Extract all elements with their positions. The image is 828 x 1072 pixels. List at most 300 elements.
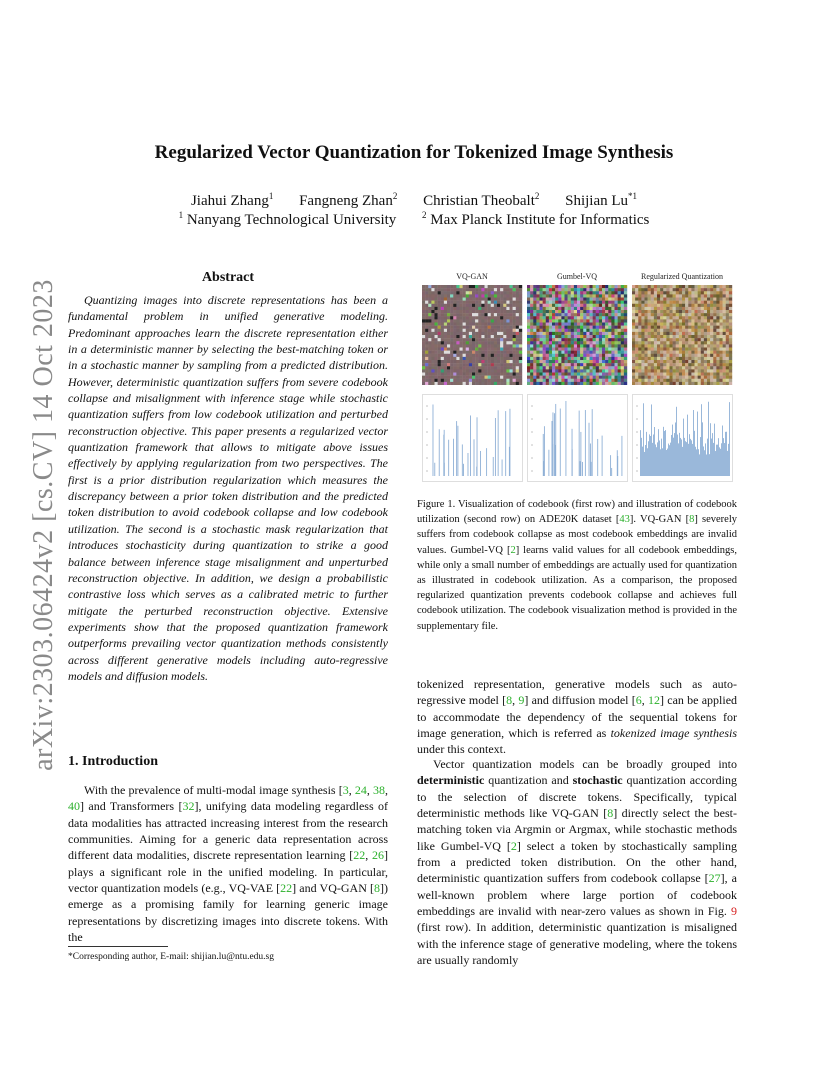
codebook-cell (475, 338, 478, 341)
codebook-cell (695, 301, 698, 304)
codebook-cell (428, 335, 431, 338)
codebook-cell (431, 288, 434, 291)
codebook-cell (481, 288, 484, 291)
codebook-cell (679, 369, 682, 372)
codebook-cell (596, 288, 599, 291)
codebook-cell (590, 316, 593, 319)
codebook-cell (555, 335, 558, 338)
codebook-cell (618, 298, 621, 301)
citation-link[interactable]: 22 (353, 848, 366, 863)
codebook-cell (422, 369, 425, 372)
codebook-cell (624, 369, 627, 372)
codebook-cell (466, 323, 469, 326)
codebook-cell (615, 313, 618, 316)
codebook-cell (621, 363, 624, 366)
codebook-cell (453, 357, 456, 360)
codebook-cell (679, 351, 682, 354)
codebook-cell (580, 332, 583, 335)
codebook-cell (670, 310, 673, 313)
codebook-cell (435, 291, 438, 294)
codebook-cell (571, 288, 574, 291)
codebook-cell (580, 360, 583, 363)
codebook-cell (707, 291, 710, 294)
codebook-cell (447, 319, 450, 322)
codebook-cell (533, 376, 536, 379)
codebook-cell (558, 291, 561, 294)
codebook-cell (704, 288, 707, 291)
codebook-cell (444, 382, 447, 385)
codebook-cell (685, 326, 688, 329)
codebook-cell (510, 376, 513, 379)
codebook-cell (447, 351, 450, 354)
codebook-cell (670, 307, 673, 310)
codebook-cell (713, 351, 716, 354)
codebook-cell (698, 351, 701, 354)
codebook-cell (663, 288, 666, 291)
codebook-cell (431, 326, 434, 329)
codebook-cell (506, 310, 509, 313)
codebook-cell (707, 335, 710, 338)
codebook-cell (571, 326, 574, 329)
codebook-cell (666, 344, 669, 347)
codebook-cell (611, 348, 614, 351)
utilization-bar (701, 404, 702, 476)
codebook-cell (549, 382, 552, 385)
codebook-cell (561, 316, 564, 319)
codebook-cell (472, 366, 475, 369)
citation-link[interactable]: 32 (182, 799, 195, 814)
codebook-cell (497, 351, 500, 354)
codebook-cell (488, 379, 491, 382)
codebook-cell (713, 348, 716, 351)
codebook-cell (720, 301, 723, 304)
utilization-bar (592, 409, 593, 476)
codebook-cell (540, 319, 543, 322)
codebook-cell (651, 348, 654, 351)
codebook-cell (478, 316, 481, 319)
codebook-cell (729, 291, 732, 294)
codebook-cell (431, 329, 434, 332)
codebook-cell (466, 332, 469, 335)
codebook-cell (555, 301, 558, 304)
codebook-cell (431, 323, 434, 326)
codebook-cell (565, 310, 568, 313)
codebook-cell (527, 360, 530, 363)
codebook-cell (608, 376, 611, 379)
codebook-cell (583, 357, 586, 360)
citation-link[interactable]: 2 (510, 544, 516, 556)
codebook-cell (691, 291, 694, 294)
utilization-bar (666, 450, 667, 476)
codebook-cell (422, 313, 425, 316)
utilization-bar (502, 459, 503, 476)
codebook-cell (654, 310, 657, 313)
text-run: , (348, 783, 355, 797)
codebook-cell (571, 329, 574, 332)
codebook-cell (463, 310, 466, 313)
codebook-cell (552, 354, 555, 357)
codebook-cell (635, 382, 638, 385)
codebook-cell (500, 323, 503, 326)
codebook-cell (691, 357, 694, 360)
codebook-cell (679, 307, 682, 310)
codebook-cell (503, 285, 506, 288)
codebook-cell (660, 307, 663, 310)
citation-link[interactable]: 9 (731, 904, 737, 919)
codebook-cell (593, 382, 596, 385)
codebook-cell (624, 360, 627, 363)
codebook-cell (583, 360, 586, 363)
codebook-cell (695, 323, 698, 326)
codebook-cell (720, 294, 723, 297)
codebook-cell (663, 316, 666, 319)
codebook-cell (571, 301, 574, 304)
citation-link[interactable]: 26 (372, 848, 384, 863)
codebook-cell (645, 291, 648, 294)
codebook-cell (577, 313, 580, 316)
codebook-cell (478, 288, 481, 291)
codebook-cell (701, 298, 704, 301)
codebook-cell (456, 329, 459, 332)
codebook-cell (713, 319, 716, 322)
codebook-cell (513, 307, 516, 310)
codebook-cell (435, 341, 438, 344)
codebook-cell (558, 338, 561, 341)
codebook-cell (648, 313, 651, 316)
codebook-cell (666, 382, 669, 385)
utilization-bar (716, 445, 717, 476)
codebook-cell (561, 366, 564, 369)
codebook-cell (701, 338, 704, 341)
utilization-bar (611, 468, 612, 476)
codebook-cell (533, 354, 536, 357)
codebook-cell (494, 335, 497, 338)
codebook-cell (593, 301, 596, 304)
codebook-cell (503, 304, 506, 307)
codebook-cell (648, 382, 651, 385)
codebook-cell (428, 298, 431, 301)
codebook-cell (679, 366, 682, 369)
text-run: tokenized representation, generative models such as auto-regressive model [ (417, 677, 737, 708)
codebook-cell (593, 307, 596, 310)
codebook-cell (624, 316, 627, 319)
codebook-cell (701, 373, 704, 376)
codebook-cell (574, 360, 577, 363)
codebook-cell (472, 294, 475, 297)
codebook-cell (641, 366, 644, 369)
codebook-cell (682, 291, 685, 294)
codebook-cell (583, 323, 586, 326)
codebook-cell (500, 304, 503, 307)
codebook-cell (691, 344, 694, 347)
codebook-cell (533, 323, 536, 326)
citation-link[interactable]: 2 (510, 838, 517, 853)
codebook-cell (641, 363, 644, 366)
utilization-bar (657, 442, 658, 476)
citation-link[interactable]: 22 (280, 881, 293, 896)
codebook-cell (682, 338, 685, 341)
codebook-cell (540, 338, 543, 341)
codebook-cell (726, 301, 729, 304)
codebook-cell (543, 357, 546, 360)
codebook-cell (577, 329, 580, 332)
codebook-cell (720, 332, 723, 335)
codebook-cell (713, 382, 716, 385)
codebook-cell (552, 360, 555, 363)
codebook-cell (657, 301, 660, 304)
codebook-cell (713, 294, 716, 297)
codebook-cell (621, 357, 624, 360)
codebook-cell (666, 369, 669, 372)
codebook-cell (608, 338, 611, 341)
codebook-cell (605, 310, 608, 313)
codebook-cell (698, 285, 701, 288)
codebook-cell (510, 382, 513, 385)
codebook-cell (682, 382, 685, 385)
codebook-cell (558, 323, 561, 326)
codebook-cell (571, 363, 574, 366)
codebook-cell (723, 360, 726, 363)
citation-link[interactable]: 27 (708, 871, 721, 886)
codebook-cell (497, 323, 500, 326)
codebook-cell (723, 285, 726, 288)
codebook-cell (651, 338, 654, 341)
codebook-cell (685, 332, 688, 335)
codebook-cell (527, 338, 530, 341)
codebook-cell (431, 338, 434, 341)
codebook-cell (441, 307, 444, 310)
codebook-cell (723, 332, 726, 335)
codebook-cell (586, 323, 589, 326)
codebook-cell (615, 369, 618, 372)
codebook-cell (726, 298, 729, 301)
codebook-cell (673, 298, 676, 301)
codebook-cell (435, 382, 438, 385)
codebook-cell (552, 319, 555, 322)
codebook-cell (580, 288, 583, 291)
codebook-cell (552, 323, 555, 326)
codebook-cell (716, 335, 719, 338)
codebook-cell (546, 363, 549, 366)
codebook-cell (478, 285, 481, 288)
codebook-cell (632, 344, 635, 347)
citation-link[interactable]: 6 (635, 693, 642, 708)
codebook-cell (450, 341, 453, 344)
codebook-cell (713, 291, 716, 294)
citation-link[interactable]: 8 (689, 514, 695, 526)
codebook-cell (707, 323, 710, 326)
codebook-cell (450, 360, 453, 363)
codebook-cell (691, 369, 694, 372)
codebook-cell (552, 316, 555, 319)
codebook-cell (488, 298, 491, 301)
codebook-cell (503, 348, 506, 351)
codebook-cell (530, 310, 533, 313)
codebook-cell (624, 373, 627, 376)
codebook-cell (565, 323, 568, 326)
codebook-cell (648, 307, 651, 310)
codebook-cell (701, 323, 704, 326)
utilization-bar (468, 453, 469, 476)
codebook-cell (586, 366, 589, 369)
codebook-cell (565, 307, 568, 310)
codebook-cell (605, 332, 608, 335)
codebook-cell (670, 298, 673, 301)
codebook-cell (720, 326, 723, 329)
codebook-cell (561, 360, 564, 363)
codebook-cell (497, 366, 500, 369)
codebook-cell (726, 363, 729, 366)
codebook-cell (500, 338, 503, 341)
codebook-cell (506, 354, 509, 357)
codebook-cell (657, 291, 660, 294)
codebook-cell (568, 310, 571, 313)
codebook-cell (497, 376, 500, 379)
codebook-cell (615, 366, 618, 369)
codebook-cell (707, 363, 710, 366)
codebook-cell (555, 357, 558, 360)
codebook-cell (641, 360, 644, 363)
codebook-cell (586, 335, 589, 338)
codebook-cell (485, 298, 488, 301)
codebook-cell (577, 294, 580, 297)
codebook-cell (599, 298, 602, 301)
codebook-cell (663, 294, 666, 297)
citation-link[interactable]: 40 (68, 799, 80, 814)
codebook-cell (475, 291, 478, 294)
codebook-cell (593, 298, 596, 301)
codebook-cell (460, 307, 463, 310)
citation-link[interactable]: 43 (619, 514, 630, 526)
codebook-cell (506, 298, 509, 301)
codebook-cell (453, 316, 456, 319)
codebook-cell (425, 301, 428, 304)
codebook-cell (720, 373, 723, 376)
codebook-cell (494, 294, 497, 297)
codebook-cell (645, 313, 648, 316)
citation-link[interactable]: 24 (354, 783, 367, 797)
codebook-cell (666, 335, 669, 338)
codebook-cell (422, 338, 425, 341)
codebook-cell (519, 379, 522, 382)
codebook-cell (720, 338, 723, 341)
codebook-cell (456, 304, 459, 307)
codebook-cell (648, 376, 651, 379)
codebook-cell (726, 354, 729, 357)
codebook-cell (618, 379, 621, 382)
codebook-cell (621, 285, 624, 288)
codebook-cell (555, 291, 558, 294)
codebook-cell (503, 382, 506, 385)
codebook-cell (549, 332, 552, 335)
codebook-cell (441, 366, 444, 369)
codebook-cell (463, 294, 466, 297)
codebook-cell (577, 344, 580, 347)
codebook-cell (428, 373, 431, 376)
codebook-cell (673, 310, 676, 313)
codebook-cell (558, 313, 561, 316)
codebook-cell (635, 341, 638, 344)
codebook-cell (657, 348, 660, 351)
codebook-cell (729, 294, 732, 297)
citation-link[interactable]: 38 (373, 783, 386, 797)
codebook-cell (425, 288, 428, 291)
codebook-cell (552, 335, 555, 338)
codebook-cell (577, 307, 580, 310)
codebook-cell (543, 373, 546, 376)
codebook-cell (481, 316, 484, 319)
codebook-cell (663, 313, 666, 316)
codebook-cell (602, 354, 605, 357)
codebook-cell (503, 291, 506, 294)
codebook-cell (632, 329, 635, 332)
codebook-cell (475, 332, 478, 335)
utilization-bar (470, 415, 471, 476)
codebook-cell (469, 304, 472, 307)
codebook-cell (533, 288, 536, 291)
codebook-cell (488, 291, 491, 294)
codebook-cell (447, 326, 450, 329)
codebook-cell (546, 344, 549, 347)
citation-link[interactable]: 8 (607, 806, 614, 821)
codebook-cell (682, 376, 685, 379)
utilization-bar (647, 448, 648, 476)
codebook-cell (441, 301, 444, 304)
codebook-cell (453, 369, 456, 372)
codebook-cell (624, 376, 627, 379)
codebook-cell (506, 348, 509, 351)
codebook-cell (685, 369, 688, 372)
codebook-cell (707, 382, 710, 385)
codebook-cell (463, 366, 466, 369)
codebook-cell (491, 335, 494, 338)
codebook-cell (530, 313, 533, 316)
codebook-cell (510, 332, 513, 335)
codebook-cell (503, 323, 506, 326)
codebook-cell (540, 310, 543, 313)
codebook-cell (704, 329, 707, 332)
codebook-cell (460, 357, 463, 360)
codebook-cell (469, 348, 472, 351)
citation-link[interactable]: 8 (374, 881, 380, 896)
codebook-cell (552, 376, 555, 379)
text-run: , (641, 693, 649, 708)
footnote-rule (68, 946, 168, 947)
citation-link[interactable]: 8 (506, 693, 513, 708)
codebook-cell (428, 307, 431, 310)
codebook-cell (425, 291, 428, 294)
codebook-cell (580, 316, 583, 319)
codebook-cell (500, 382, 503, 385)
codebook-cell (590, 291, 593, 294)
codebook-cell (657, 369, 660, 372)
citation-link[interactable]: 3 (342, 783, 349, 797)
codebook-cell (645, 379, 648, 382)
citation-link[interactable]: 12 (648, 693, 661, 708)
codebook-cell (654, 376, 657, 379)
codebook-cell (590, 376, 593, 379)
codebook-cell (635, 301, 638, 304)
codebook-cell (673, 313, 676, 316)
codebook-cell (519, 316, 522, 319)
codebook-cell (481, 310, 484, 313)
codebook-cell (488, 323, 491, 326)
citation-link[interactable]: 9 (518, 693, 525, 708)
codebook-cell (540, 373, 543, 376)
codebook-cell (611, 369, 614, 372)
codebook-cell (593, 369, 596, 372)
codebook-cell (707, 357, 710, 360)
